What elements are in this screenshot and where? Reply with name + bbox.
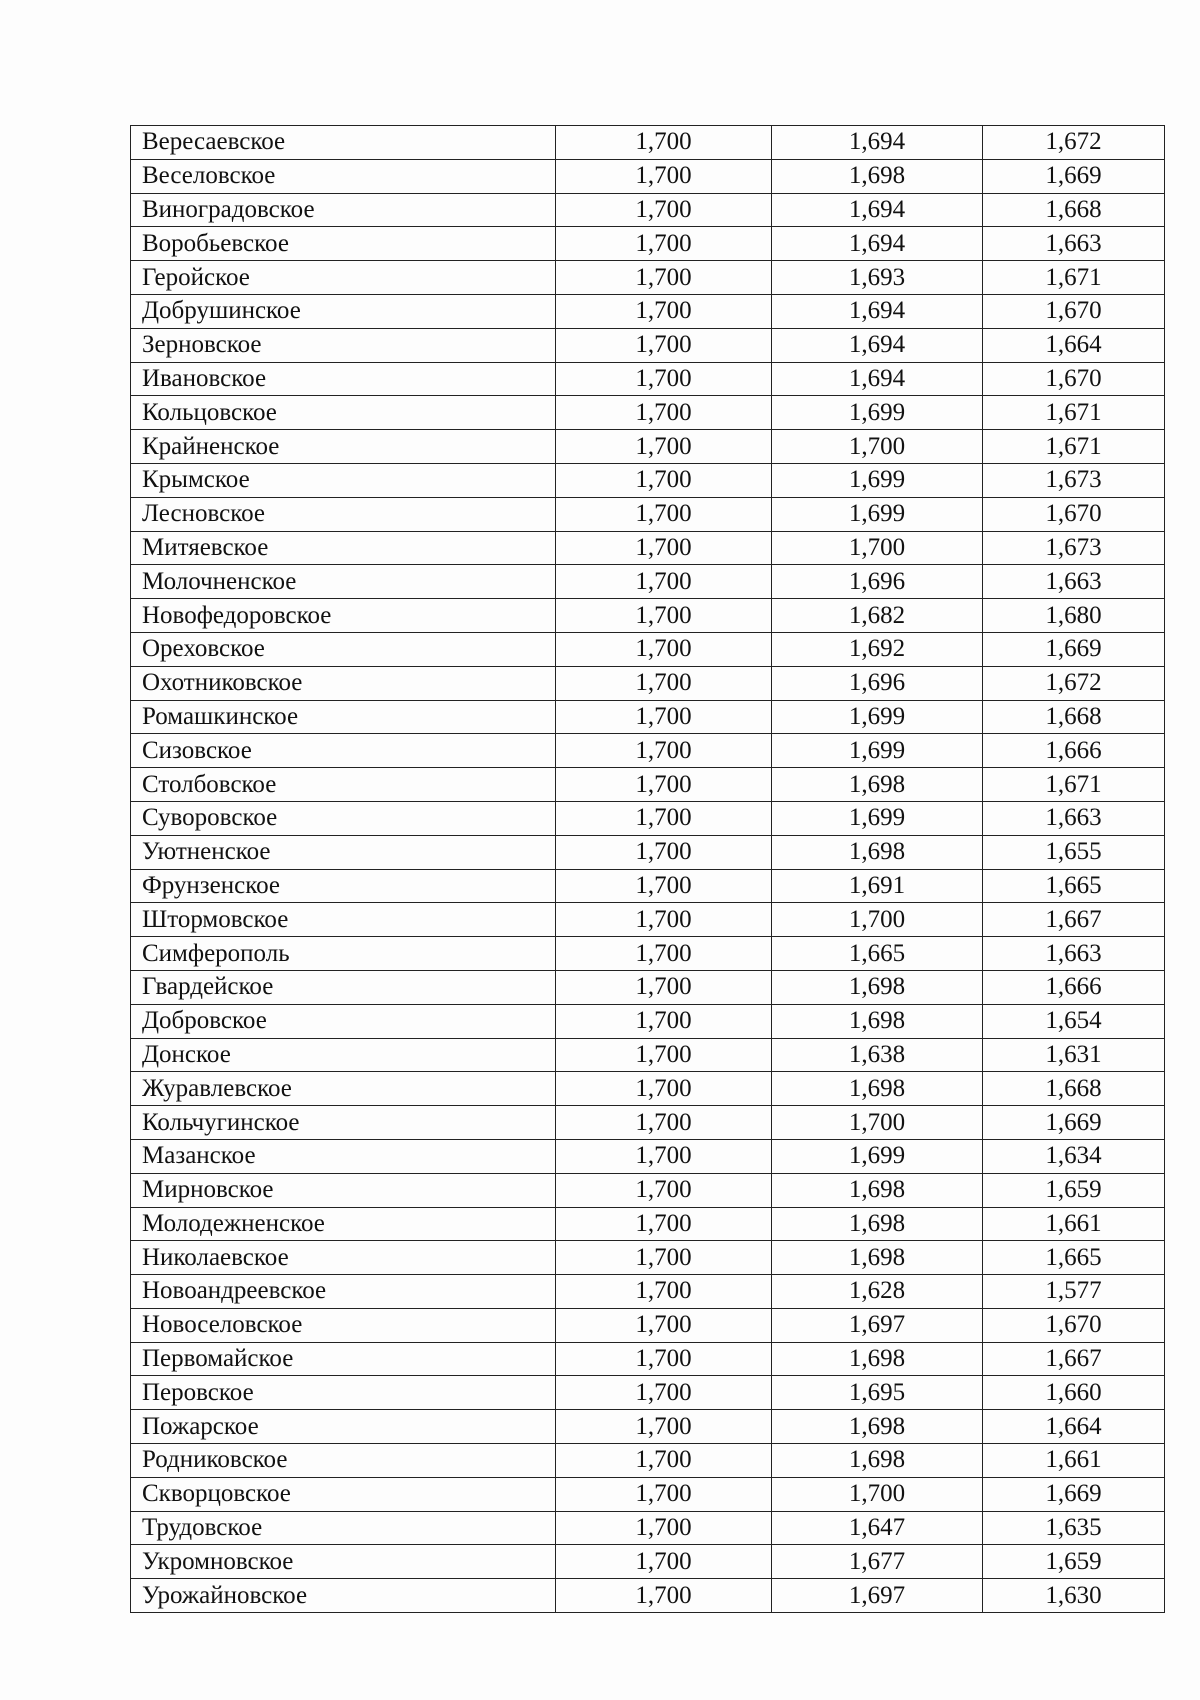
value-col-1-cell: 1,700 <box>556 531 772 565</box>
table-row <box>131 565 1165 599</box>
value-col-2-cell: 1,699 <box>772 396 983 430</box>
value-col-3-cell: 1,668 <box>983 1072 1165 1106</box>
table-row <box>131 970 1165 1004</box>
table-row <box>131 463 1165 497</box>
value-col-3-cell: 1,654 <box>983 1004 1165 1038</box>
table-row <box>131 734 1165 768</box>
value-col-1-cell: 1,700 <box>556 632 772 666</box>
value-col-3-cell: 1,671 <box>983 396 1165 430</box>
value-col-3-cell: 1,667 <box>983 903 1165 937</box>
table-row <box>131 126 1165 160</box>
value-col-2-cell: 1,699 <box>772 463 983 497</box>
settlement-name-cell: Фрунзенское <box>131 869 556 903</box>
value-col-3-cell: 1,672 <box>983 666 1165 700</box>
value-col-2-cell: 1,698 <box>772 1410 983 1444</box>
value-col-3-cell: 1,673 <box>983 463 1165 497</box>
table-row <box>131 531 1165 565</box>
value-col-1-cell: 1,700 <box>556 666 772 700</box>
value-col-3-cell: 1,669 <box>983 159 1165 193</box>
table-row <box>131 937 1165 971</box>
settlement-name-cell: Ромашкинское <box>131 700 556 734</box>
value-col-3-cell: 1,659 <box>983 1173 1165 1207</box>
value-col-3-cell: 1,680 <box>983 599 1165 633</box>
value-col-2-cell: 1,698 <box>772 1004 983 1038</box>
table-row <box>131 632 1165 666</box>
table-row <box>131 599 1165 633</box>
table-row <box>131 362 1165 396</box>
value-col-1-cell: 1,700 <box>556 126 772 160</box>
value-col-2-cell: 1,665 <box>772 937 983 971</box>
value-col-1-cell: 1,700 <box>556 1410 772 1444</box>
value-col-2-cell: 1,693 <box>772 261 983 295</box>
table-row <box>131 1173 1165 1207</box>
settlement-name-cell: Добрушинское <box>131 294 556 328</box>
settlement-name-cell: Крайненское <box>131 430 556 464</box>
value-col-3-cell: 1,672 <box>983 126 1165 160</box>
table-row <box>131 1004 1165 1038</box>
settlement-name-cell: Гвардейское <box>131 970 556 1004</box>
settlement-name-cell: Журавлевское <box>131 1072 556 1106</box>
table-row <box>131 1376 1165 1410</box>
settlement-name-cell: Мазанское <box>131 1139 556 1173</box>
value-col-2-cell: 1,692 <box>772 632 983 666</box>
value-col-1-cell: 1,700 <box>556 1444 772 1478</box>
value-col-3-cell: 1,671 <box>983 261 1165 295</box>
settlement-name-cell: Сизовское <box>131 734 556 768</box>
value-col-1-cell: 1,700 <box>556 801 772 835</box>
settlement-name-cell: Новофедоровское <box>131 599 556 633</box>
settlement-name-cell: Геройское <box>131 261 556 295</box>
value-col-2-cell: 1,700 <box>772 531 983 565</box>
table-row <box>131 294 1165 328</box>
value-col-3-cell: 1,634 <box>983 1139 1165 1173</box>
value-col-3-cell: 1,670 <box>983 497 1165 531</box>
value-col-1-cell: 1,700 <box>556 1275 772 1309</box>
settlement-name-cell: Ореховское <box>131 632 556 666</box>
value-col-3-cell: 1,670 <box>983 1308 1165 1342</box>
settlement-name-cell: Вересаевское <box>131 126 556 160</box>
value-col-2-cell: 1,698 <box>772 1072 983 1106</box>
table-row <box>131 903 1165 937</box>
value-col-1-cell: 1,700 <box>556 1106 772 1140</box>
value-col-1-cell: 1,700 <box>556 497 772 531</box>
settlement-name-cell: Крымское <box>131 463 556 497</box>
value-col-1-cell: 1,700 <box>556 1173 772 1207</box>
value-col-2-cell: 1,699 <box>772 801 983 835</box>
value-col-2-cell: 1,694 <box>772 328 983 362</box>
settlement-name-cell: Перовское <box>131 1376 556 1410</box>
value-col-1-cell: 1,700 <box>556 328 772 362</box>
value-col-1-cell: 1,700 <box>556 159 772 193</box>
value-col-3-cell: 1,663 <box>983 227 1165 261</box>
value-col-2-cell: 1,677 <box>772 1545 983 1579</box>
value-col-1-cell: 1,700 <box>556 1139 772 1173</box>
table-row <box>131 497 1165 531</box>
value-col-2-cell: 1,699 <box>772 700 983 734</box>
value-col-3-cell: 1,664 <box>983 1410 1165 1444</box>
value-col-3-cell: 1,659 <box>983 1545 1165 1579</box>
value-col-2-cell: 1,698 <box>772 970 983 1004</box>
value-col-2-cell: 1,698 <box>772 835 983 869</box>
value-col-1-cell: 1,700 <box>556 463 772 497</box>
table-row <box>131 666 1165 700</box>
value-col-1-cell: 1,700 <box>556 362 772 396</box>
value-col-1-cell: 1,700 <box>556 1072 772 1106</box>
table-row <box>131 1139 1165 1173</box>
table-row <box>131 1579 1165 1613</box>
value-col-3-cell: 1,671 <box>983 430 1165 464</box>
settlement-name-cell: Первомайское <box>131 1342 556 1376</box>
settlement-name-cell: Охотниковское <box>131 666 556 700</box>
table-row <box>131 227 1165 261</box>
value-col-2-cell: 1,647 <box>772 1511 983 1545</box>
table-row <box>131 1410 1165 1444</box>
settlement-name-cell: Воробьевское <box>131 227 556 261</box>
value-col-2-cell: 1,698 <box>772 1173 983 1207</box>
table-body <box>131 126 1165 1613</box>
value-col-2-cell: 1,697 <box>772 1579 983 1613</box>
settlement-name-cell: Добровское <box>131 1004 556 1038</box>
value-col-3-cell: 1,669 <box>983 1106 1165 1140</box>
table-row <box>131 261 1165 295</box>
settlement-name-cell: Родниковское <box>131 1444 556 1478</box>
value-col-3-cell: 1,668 <box>983 193 1165 227</box>
value-col-3-cell: 1,669 <box>983 1477 1165 1511</box>
value-col-3-cell: 1,577 <box>983 1275 1165 1309</box>
table-row <box>131 801 1165 835</box>
value-col-2-cell: 1,698 <box>772 1207 983 1241</box>
value-col-3-cell: 1,667 <box>983 1342 1165 1376</box>
settlement-name-cell: Молодежненское <box>131 1207 556 1241</box>
table-row <box>131 869 1165 903</box>
value-col-1-cell: 1,700 <box>556 565 772 599</box>
value-col-2-cell: 1,700 <box>772 1106 983 1140</box>
value-col-1-cell: 1,700 <box>556 869 772 903</box>
value-col-2-cell: 1,700 <box>772 903 983 937</box>
settlement-name-cell: Митяевское <box>131 531 556 565</box>
table-row <box>131 1275 1165 1309</box>
value-col-2-cell: 1,699 <box>772 734 983 768</box>
table-row <box>131 835 1165 869</box>
settlement-name-cell: Лесновское <box>131 497 556 531</box>
value-col-1-cell: 1,700 <box>556 261 772 295</box>
value-col-2-cell: 1,698 <box>772 768 983 802</box>
settlement-name-cell: Новоселовское <box>131 1308 556 1342</box>
value-col-2-cell: 1,695 <box>772 1376 983 1410</box>
value-col-3-cell: 1,630 <box>983 1579 1165 1613</box>
settlement-name-cell: Кольцовское <box>131 396 556 430</box>
value-col-1-cell: 1,700 <box>556 768 772 802</box>
value-col-1-cell: 1,700 <box>556 903 772 937</box>
settlement-name-cell: Зерновское <box>131 328 556 362</box>
table-row <box>131 1106 1165 1140</box>
value-col-3-cell: 1,668 <box>983 700 1165 734</box>
settlement-name-cell: Виноградовское <box>131 193 556 227</box>
settlement-name-cell: Укромновское <box>131 1545 556 1579</box>
table-row <box>131 430 1165 464</box>
value-col-2-cell: 1,628 <box>772 1275 983 1309</box>
value-col-1-cell: 1,700 <box>556 835 772 869</box>
value-col-3-cell: 1,665 <box>983 1241 1165 1275</box>
value-col-3-cell: 1,663 <box>983 565 1165 599</box>
value-col-1-cell: 1,700 <box>556 1241 772 1275</box>
value-col-2-cell: 1,700 <box>772 430 983 464</box>
settlement-name-cell: Трудовское <box>131 1511 556 1545</box>
settlement-name-cell: Симферополь <box>131 937 556 971</box>
value-col-3-cell: 1,635 <box>983 1511 1165 1545</box>
value-col-2-cell: 1,694 <box>772 193 983 227</box>
value-col-1-cell: 1,700 <box>556 1342 772 1376</box>
settlement-name-cell: Ивановское <box>131 362 556 396</box>
settlement-name-cell: Штормовское <box>131 903 556 937</box>
value-col-2-cell: 1,698 <box>772 1342 983 1376</box>
settlement-name-cell: Пожарское <box>131 1410 556 1444</box>
value-col-1-cell: 1,700 <box>556 970 772 1004</box>
value-col-1-cell: 1,700 <box>556 734 772 768</box>
value-col-2-cell: 1,700 <box>772 1477 983 1511</box>
value-col-1-cell: 1,700 <box>556 1308 772 1342</box>
table-row <box>131 1308 1165 1342</box>
value-col-3-cell: 1,655 <box>983 835 1165 869</box>
value-col-2-cell: 1,694 <box>772 227 983 261</box>
settlement-name-cell: Донское <box>131 1038 556 1072</box>
value-col-1-cell: 1,700 <box>556 1579 772 1613</box>
value-col-3-cell: 1,663 <box>983 801 1165 835</box>
value-col-2-cell: 1,638 <box>772 1038 983 1072</box>
table-row <box>131 700 1165 734</box>
table-row <box>131 1444 1165 1478</box>
value-col-2-cell: 1,696 <box>772 666 983 700</box>
settlement-name-cell: Молочненское <box>131 565 556 599</box>
value-col-3-cell: 1,664 <box>983 328 1165 362</box>
value-col-1-cell: 1,700 <box>556 1038 772 1072</box>
value-col-1-cell: 1,700 <box>556 599 772 633</box>
value-col-3-cell: 1,660 <box>983 1376 1165 1410</box>
value-col-3-cell: 1,663 <box>983 937 1165 971</box>
settlement-name-cell: Веселовское <box>131 159 556 193</box>
value-col-2-cell: 1,698 <box>772 1444 983 1478</box>
settlement-name-cell: Мирновское <box>131 1173 556 1207</box>
table-row <box>131 1038 1165 1072</box>
settlement-name-cell: Скворцовское <box>131 1477 556 1511</box>
value-col-1-cell: 1,700 <box>556 1545 772 1579</box>
table-row <box>131 1477 1165 1511</box>
settlement-name-cell: Столбовское <box>131 768 556 802</box>
value-col-1-cell: 1,700 <box>556 1376 772 1410</box>
value-col-3-cell: 1,666 <box>983 970 1165 1004</box>
settlement-name-cell: Суворовское <box>131 801 556 835</box>
value-col-1-cell: 1,700 <box>556 227 772 261</box>
value-col-3-cell: 1,669 <box>983 632 1165 666</box>
value-col-3-cell: 1,661 <box>983 1207 1165 1241</box>
value-col-3-cell: 1,670 <box>983 294 1165 328</box>
value-col-2-cell: 1,699 <box>772 1139 983 1173</box>
value-col-3-cell: 1,665 <box>983 869 1165 903</box>
value-col-2-cell: 1,696 <box>772 565 983 599</box>
value-col-1-cell: 1,700 <box>556 1511 772 1545</box>
value-col-1-cell: 1,700 <box>556 430 772 464</box>
value-col-3-cell: 1,661 <box>983 1444 1165 1478</box>
value-col-1-cell: 1,700 <box>556 294 772 328</box>
value-col-3-cell: 1,666 <box>983 734 1165 768</box>
value-col-1-cell: 1,700 <box>556 193 772 227</box>
value-col-2-cell: 1,698 <box>772 159 983 193</box>
table-row <box>131 1207 1165 1241</box>
value-col-2-cell: 1,682 <box>772 599 983 633</box>
settlement-name-cell: Уютненское <box>131 835 556 869</box>
table-row <box>131 1511 1165 1545</box>
table-row <box>131 396 1165 430</box>
value-col-2-cell: 1,694 <box>772 362 983 396</box>
table-row <box>131 1241 1165 1275</box>
value-col-2-cell: 1,697 <box>772 1308 983 1342</box>
settlement-name-cell: Новоандреевское <box>131 1275 556 1309</box>
settlement-name-cell: Кольчугинское <box>131 1106 556 1140</box>
value-col-1-cell: 1,700 <box>556 1207 772 1241</box>
table-row <box>131 1545 1165 1579</box>
value-col-1-cell: 1,700 <box>556 1004 772 1038</box>
value-col-3-cell: 1,673 <box>983 531 1165 565</box>
value-col-3-cell: 1,670 <box>983 362 1165 396</box>
table-row <box>131 1342 1165 1376</box>
value-col-3-cell: 1,631 <box>983 1038 1165 1072</box>
table-row <box>131 768 1165 802</box>
settlement-name-cell: Урожайновское <box>131 1579 556 1613</box>
value-col-2-cell: 1,694 <box>772 294 983 328</box>
value-col-2-cell: 1,691 <box>772 869 983 903</box>
value-col-1-cell: 1,700 <box>556 396 772 430</box>
table-row <box>131 1072 1165 1106</box>
settlement-name-cell: Николаевское <box>131 1241 556 1275</box>
table-row <box>131 328 1165 362</box>
value-col-2-cell: 1,698 <box>772 1241 983 1275</box>
data-table <box>130 125 1165 1613</box>
value-col-1-cell: 1,700 <box>556 700 772 734</box>
value-col-3-cell: 1,671 <box>983 768 1165 802</box>
value-col-2-cell: 1,694 <box>772 126 983 160</box>
table-row <box>131 159 1165 193</box>
value-col-1-cell: 1,700 <box>556 937 772 971</box>
value-col-2-cell: 1,699 <box>772 497 983 531</box>
value-col-1-cell: 1,700 <box>556 1477 772 1511</box>
table-row <box>131 193 1165 227</box>
